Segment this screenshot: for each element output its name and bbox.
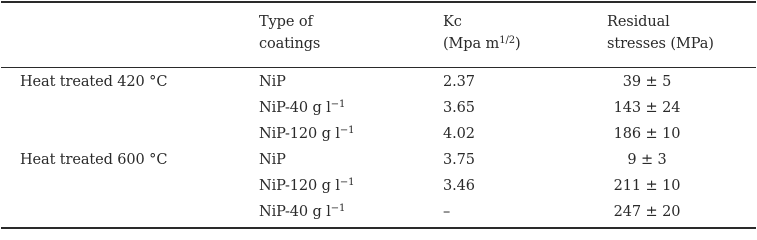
row-coating [259,176,354,197]
row-coating [259,72,286,93]
row-kc-value: 2.37 [443,74,475,90]
row-residual-stress-value: 186 ± 10 [613,126,681,142]
coating-name: NiP-40 g l [259,204,331,220]
header-rs-line2: stresses (MPa) [607,36,714,52]
row-residual-stress-value: 247 ± 20 [613,204,681,220]
header-rs-line1: Residual [607,14,670,30]
coating-name: NiP-120 g l [259,178,340,194]
coating-unit-exponent: −1 [339,125,355,136]
row-residual-stress-value: 9 ± 3 [627,152,667,168]
header-kc-close: ) [515,36,521,52]
coating-name: NiP-40 g l [259,100,331,116]
coating-unit-exponent: −1 [330,203,346,214]
row-kc-value: 3.46 [443,178,475,194]
row-residual-stress-value: 143 ± 24 [613,100,681,116]
header-residual-stresses [607,11,714,55]
row-kc-value: 4.02 [443,126,475,142]
header-type-line1: Type of [259,14,313,30]
row-kc-value: 3.65 [443,100,475,116]
header-kc [443,11,521,55]
row-group-label: Heat treated 420 °C [20,74,168,90]
coating-unit-exponent: −1 [330,99,346,110]
header-type-of-coatings [259,11,320,55]
coating-name: NiP [259,74,286,90]
header-rule [1,67,756,68]
top-rule [1,1,756,3]
header-kc-line2 [443,33,521,55]
header-kc-line1: Kc [443,14,462,30]
header-type-line2: coatings [259,36,321,52]
row-group-label: Heat treated 600 °C [20,152,168,168]
coating-name: NiP [259,152,286,168]
row-coating [259,98,345,119]
row-residual-stress-value: 39 ± 5 [622,74,672,90]
header-kc-exponent: 1/2 [499,35,515,46]
data-table [1,0,756,231]
row-coating [259,124,354,145]
row-kc-value: 3.75 [443,152,475,168]
row-coating [259,150,286,171]
coating-unit-exponent: −1 [339,177,355,188]
row-residual-stress-value: 211 ± 10 [613,178,681,194]
bottom-rule [1,227,756,229]
row-coating [259,202,345,223]
header-kc-unit: (Mpa m [443,36,500,52]
coating-name: NiP-120 g l [259,126,340,142]
row-kc-value: – [443,204,451,220]
